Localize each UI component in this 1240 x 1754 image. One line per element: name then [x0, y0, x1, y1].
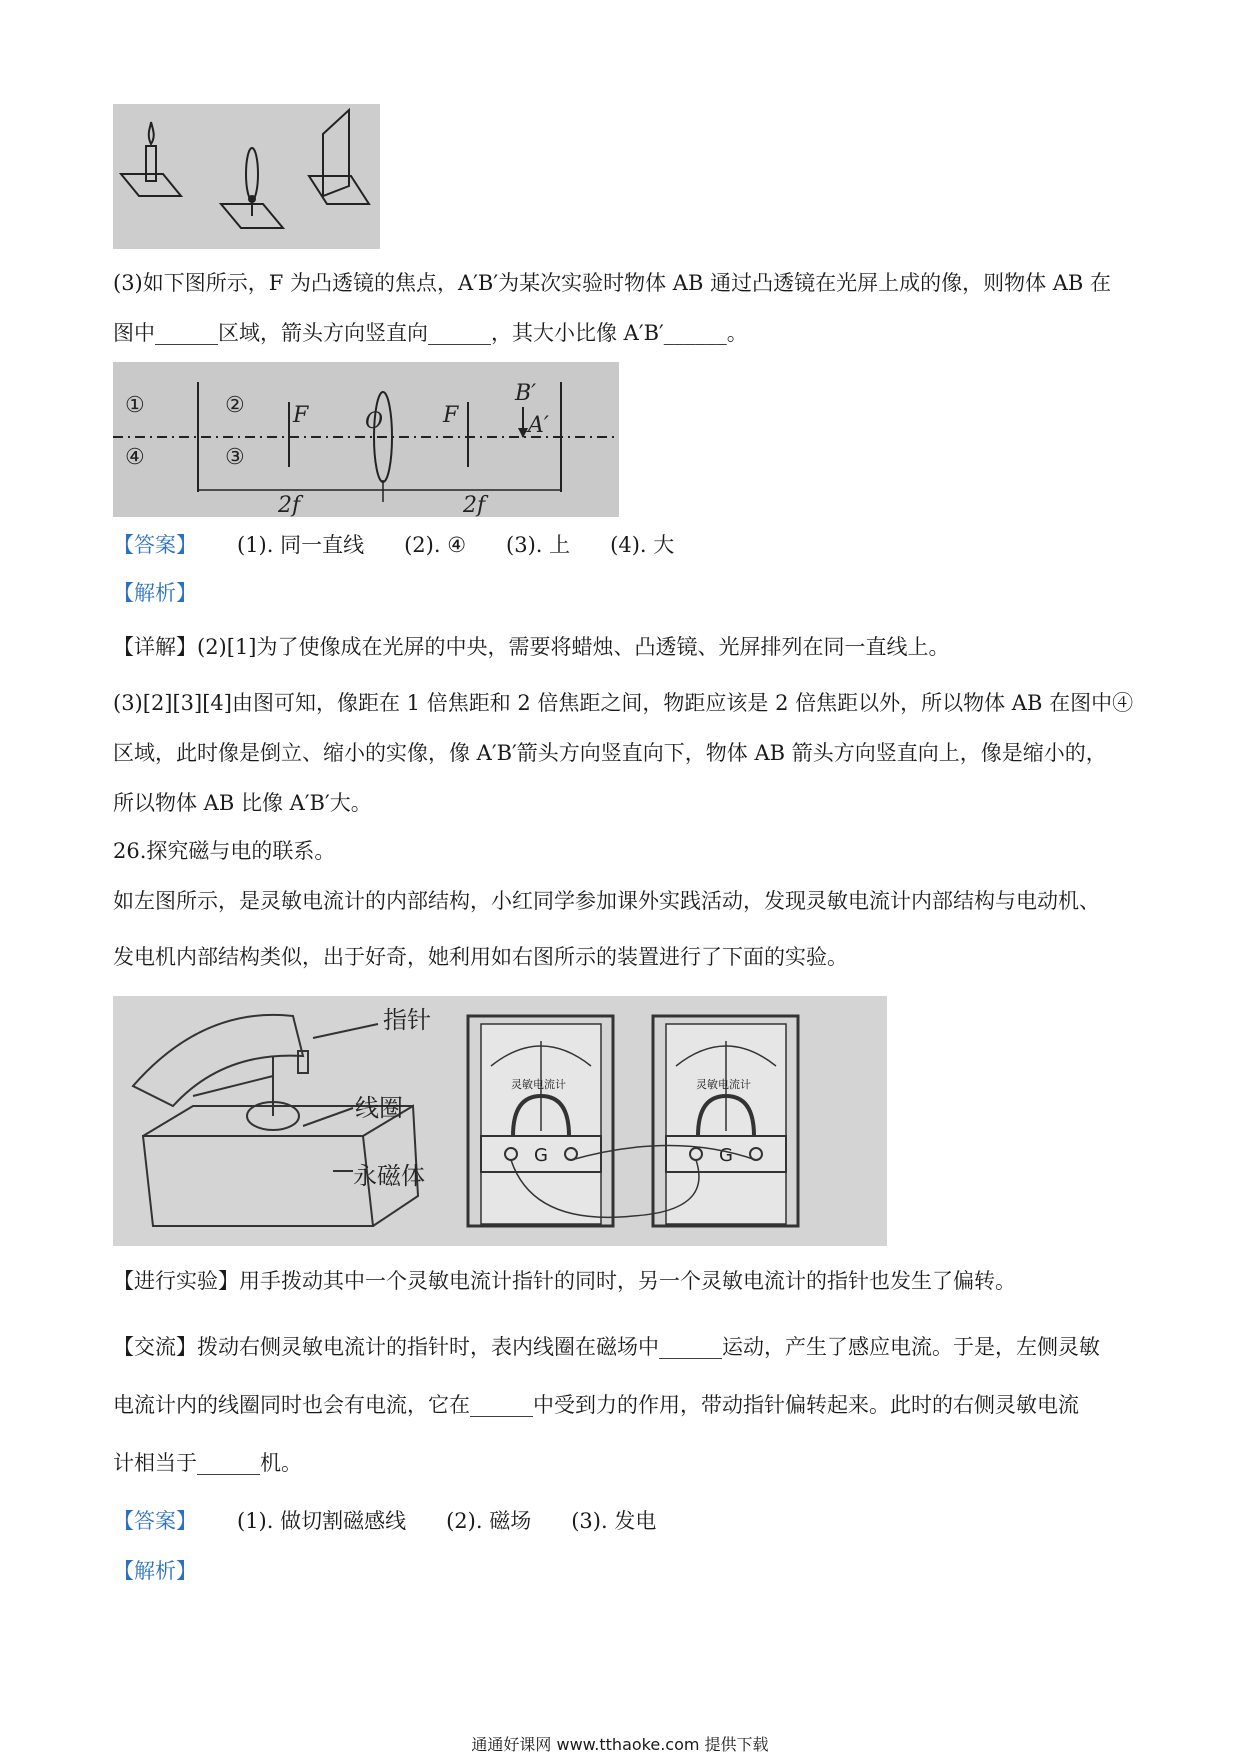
answer-1: (1). 做切割磁感线 — [237, 1509, 407, 1533]
answer-2: (2). 磁场 — [446, 1509, 532, 1533]
q26-exchange-2: 电流计内的线圈同时也会有电流，它在______中受到力的作用，带动指针偏转起来。此时的右侧灵敏电流 — [113, 1393, 1079, 1417]
dimension-2f-right: 2f — [463, 493, 486, 517]
region-1-label: ① — [125, 393, 145, 418]
focus-label-left: F — [293, 403, 309, 428]
coil-label: 线圈 — [355, 1094, 403, 1122]
image-b-label: B′ — [515, 381, 537, 406]
q25-analysis-tag: 【解析】 — [113, 581, 197, 605]
magnet-label: 永磁体 — [353, 1162, 425, 1190]
figure-optical-bench — [113, 362, 619, 517]
meter-left-text: 灵敏电流计 — [511, 1078, 566, 1091]
meter-left — [468, 1016, 613, 1226]
focus-label-right: F — [443, 403, 459, 428]
region-4-label: ④ — [125, 445, 145, 470]
q26-intro-1: 如左图所示，是灵敏电流计的内部结构，小红同学参加课外实践活动，发现灵敏电流计内部结构与电动机、 — [113, 889, 1100, 913]
lens-center-label: O — [365, 409, 384, 434]
meter-right-terminal: G — [719, 1145, 733, 1166]
figure-candle-lens-screen — [113, 104, 380, 249]
answer-3: (3). 上 — [506, 533, 571, 557]
answer-tag: 【答案】 — [113, 1509, 197, 1533]
q25-answer-row — [113, 530, 674, 560]
answer-tag: 【答案】 — [113, 533, 197, 557]
q26-exchange-1: 【交流】拨动右侧灵敏电流计的指针时，表内线圈在磁场中______运动，产生了感应电流。于是，左侧灵敏 — [113, 1335, 1100, 1359]
q26-intro-2: 发电机内部结构类似，出于好奇，她利用如右图所示的装置进行了下面的实验。 — [113, 945, 848, 969]
answer-1: (1). 同一直线 — [237, 533, 365, 557]
q26-experiment: 【进行实验】用手拨动其中一个灵敏电流计指针的同时，另一个灵敏电流计的指针也发生了偏转。 — [113, 1269, 1016, 1293]
q26-title: 26.探究磁与电的联系。 — [113, 839, 336, 863]
meter-left-terminal: G — [534, 1145, 548, 1166]
region-3-label: ③ — [225, 445, 245, 470]
answer-2: (2). ④ — [404, 533, 467, 557]
dimension-2f-left: 2f — [278, 493, 301, 517]
answer-3: (3). 发电 — [571, 1509, 657, 1533]
meter-right — [653, 1016, 798, 1226]
meter-right-text: 灵敏电流计 — [696, 1078, 751, 1091]
pointer-label: 指针 — [383, 1006, 431, 1034]
answer-4: (4). 大 — [610, 533, 675, 557]
q26-analysis-tag: 【解析】 — [113, 1559, 197, 1583]
q25-detail-1: 【详解】(2)[1]为了使像成在光屏的中央，需要将蜡烛、凸透镜、光屏排列在同一直线上。 — [113, 635, 950, 659]
q25-detail-2a: (3)[2][3][4]由图可知，像距在 1 倍焦距和 2 倍焦距之间，物距应该是 2 倍焦距以外，所以物体 AB 在图中④ — [113, 691, 1134, 715]
q25-detail-2c: 所以物体 AB 比像 A′B′大。 — [113, 791, 372, 815]
q25-detail-2b: 区域，此时像是倒立、缩小的实像，像 A′B′箭头方向竖直向下，物体 AB 箭头方向竖直向上，像是缩小的， — [113, 741, 1107, 765]
figure-galvanometers — [113, 996, 887, 1246]
page-footer: 通通好课网 www.tthaoke.com 提供下载 — [471, 1735, 769, 1754]
q26-answer-row — [113, 1506, 656, 1536]
q25-part3-line1: (3)如下图所示，F 为凸透镜的焦点，A′B′为某次实验时物体 AB 通过凸透镜在光屏上成的像，则物体 AB 在 — [113, 271, 1112, 295]
image-a-label: A′ — [528, 413, 549, 438]
region-2-label: ② — [225, 393, 245, 418]
q26-exchange-3: 计相当于______机。 — [113, 1451, 302, 1475]
q25-part3-line2: 图中______区域，箭头方向竖直向______，其大小比像 A′B′______。 — [113, 321, 748, 345]
